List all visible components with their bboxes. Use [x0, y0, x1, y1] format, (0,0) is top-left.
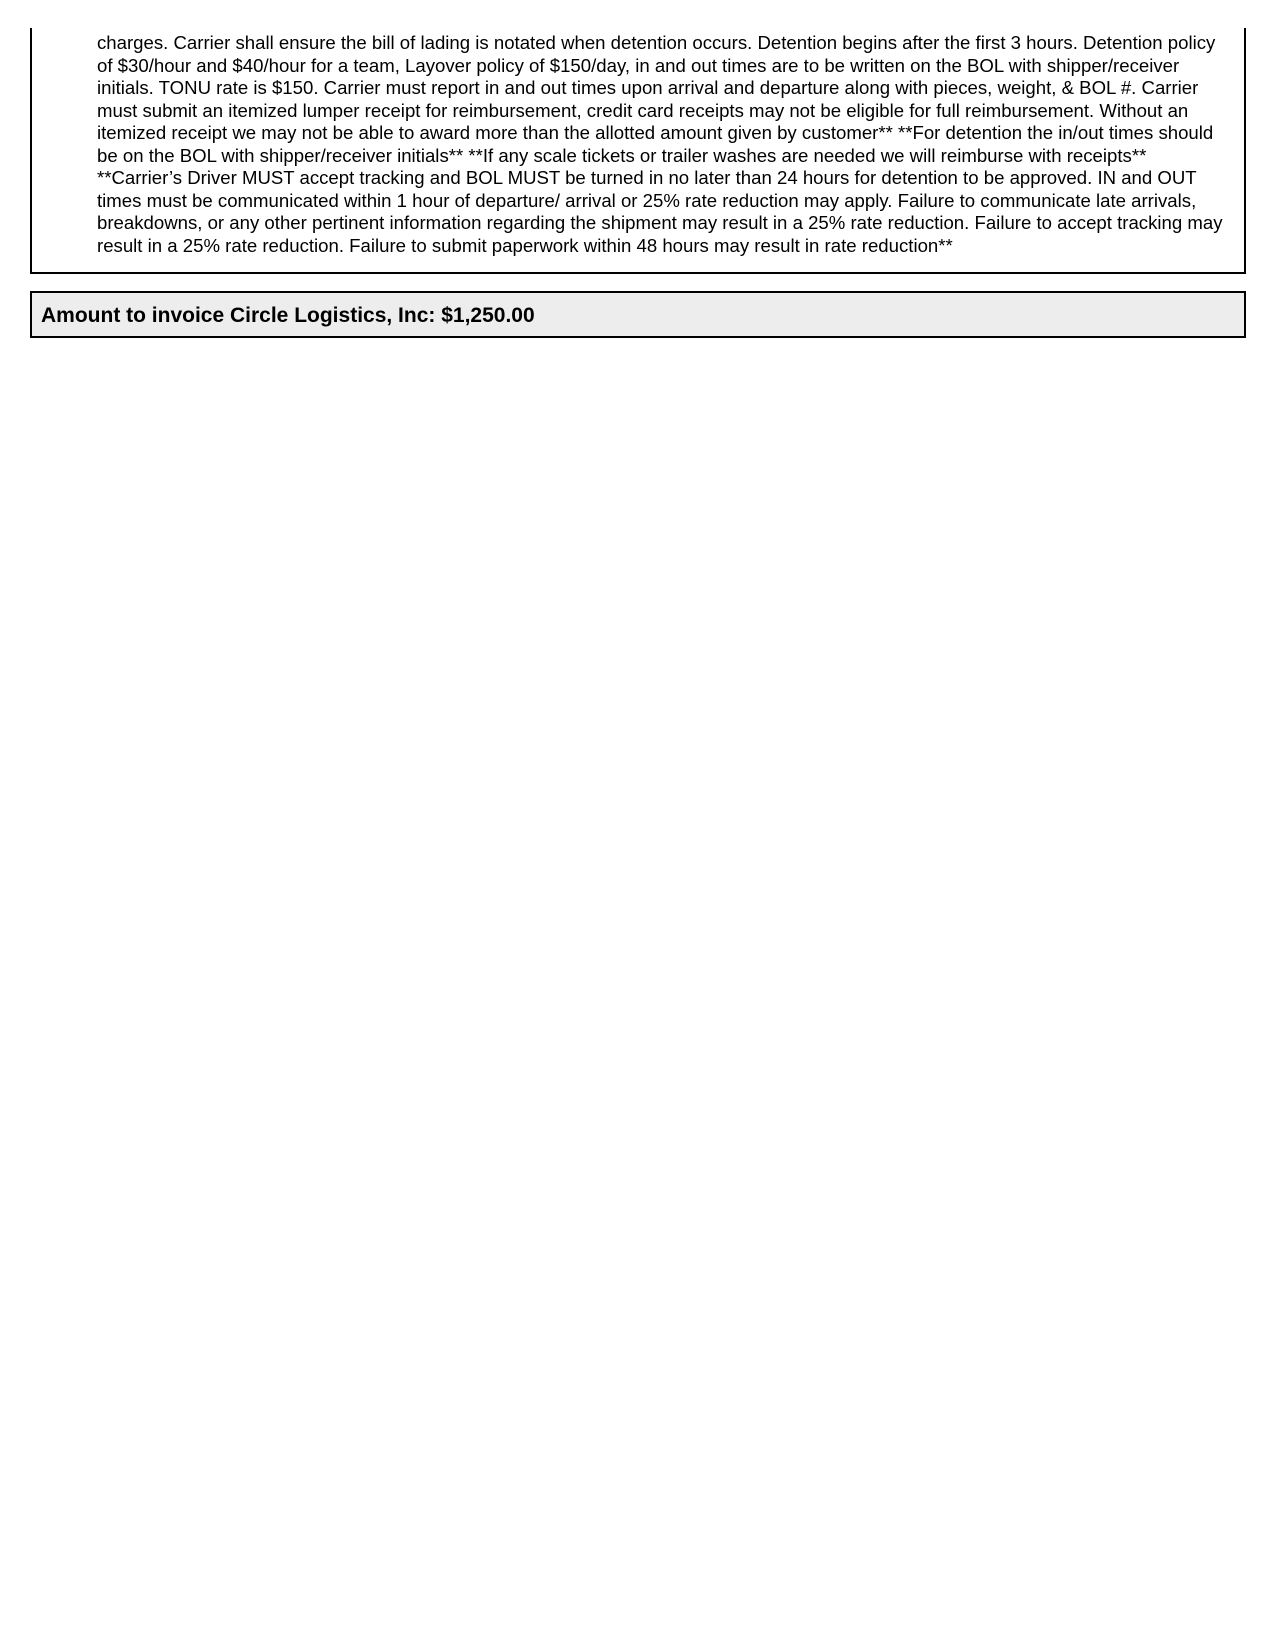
invoice-amount-label: Amount to invoice Circle Logistics, Inc: $1,250.00 — [41, 304, 535, 327]
invoice-amount-section — [30, 291, 1246, 338]
terms-paragraph: charges. Carrier shall ensure the bill of lading is notated when detention occurs. Detention begins after the first 3 hours. Detention policy of $30/hour and $40/hour for a team, Layover policy of $150/day, in and out times are to be written on the BOL with shipper/receiver initials. TONU rate is $150. Carrier must report in and out times upon arrival and departure along with pieces, weight, & BOL #. Carrier must submit an itemized lumper receipt for reimbursement, credit card receipts may not be eligible for full reimbursement. Without an itemized receipt we may not be able to award more than the allotted amount given by customer** **For detention the in/out times should be on the BOL with shipper/receiver initials** **If any scale tickets or trailer washes are needed we will reimburse with receipts** **Carrier’s Driver MUST accept tracking and BOL MUST be turned in no later than 24 hours for detention to be approved. IN and OUT times must be communicated within 1 hour of departure/ arrival or 25% rate reduction may apply. Failure to communicate late arrivals, breakdowns, or any other pertinent information regarding the shipment may result in a 25% rate reduction. Failure to accept tracking may result in a 25% rate reduction. Failure to submit paperwork within 48 hours may result in rate reduction** — [97, 32, 1223, 256]
terms-section — [30, 28, 1246, 274]
